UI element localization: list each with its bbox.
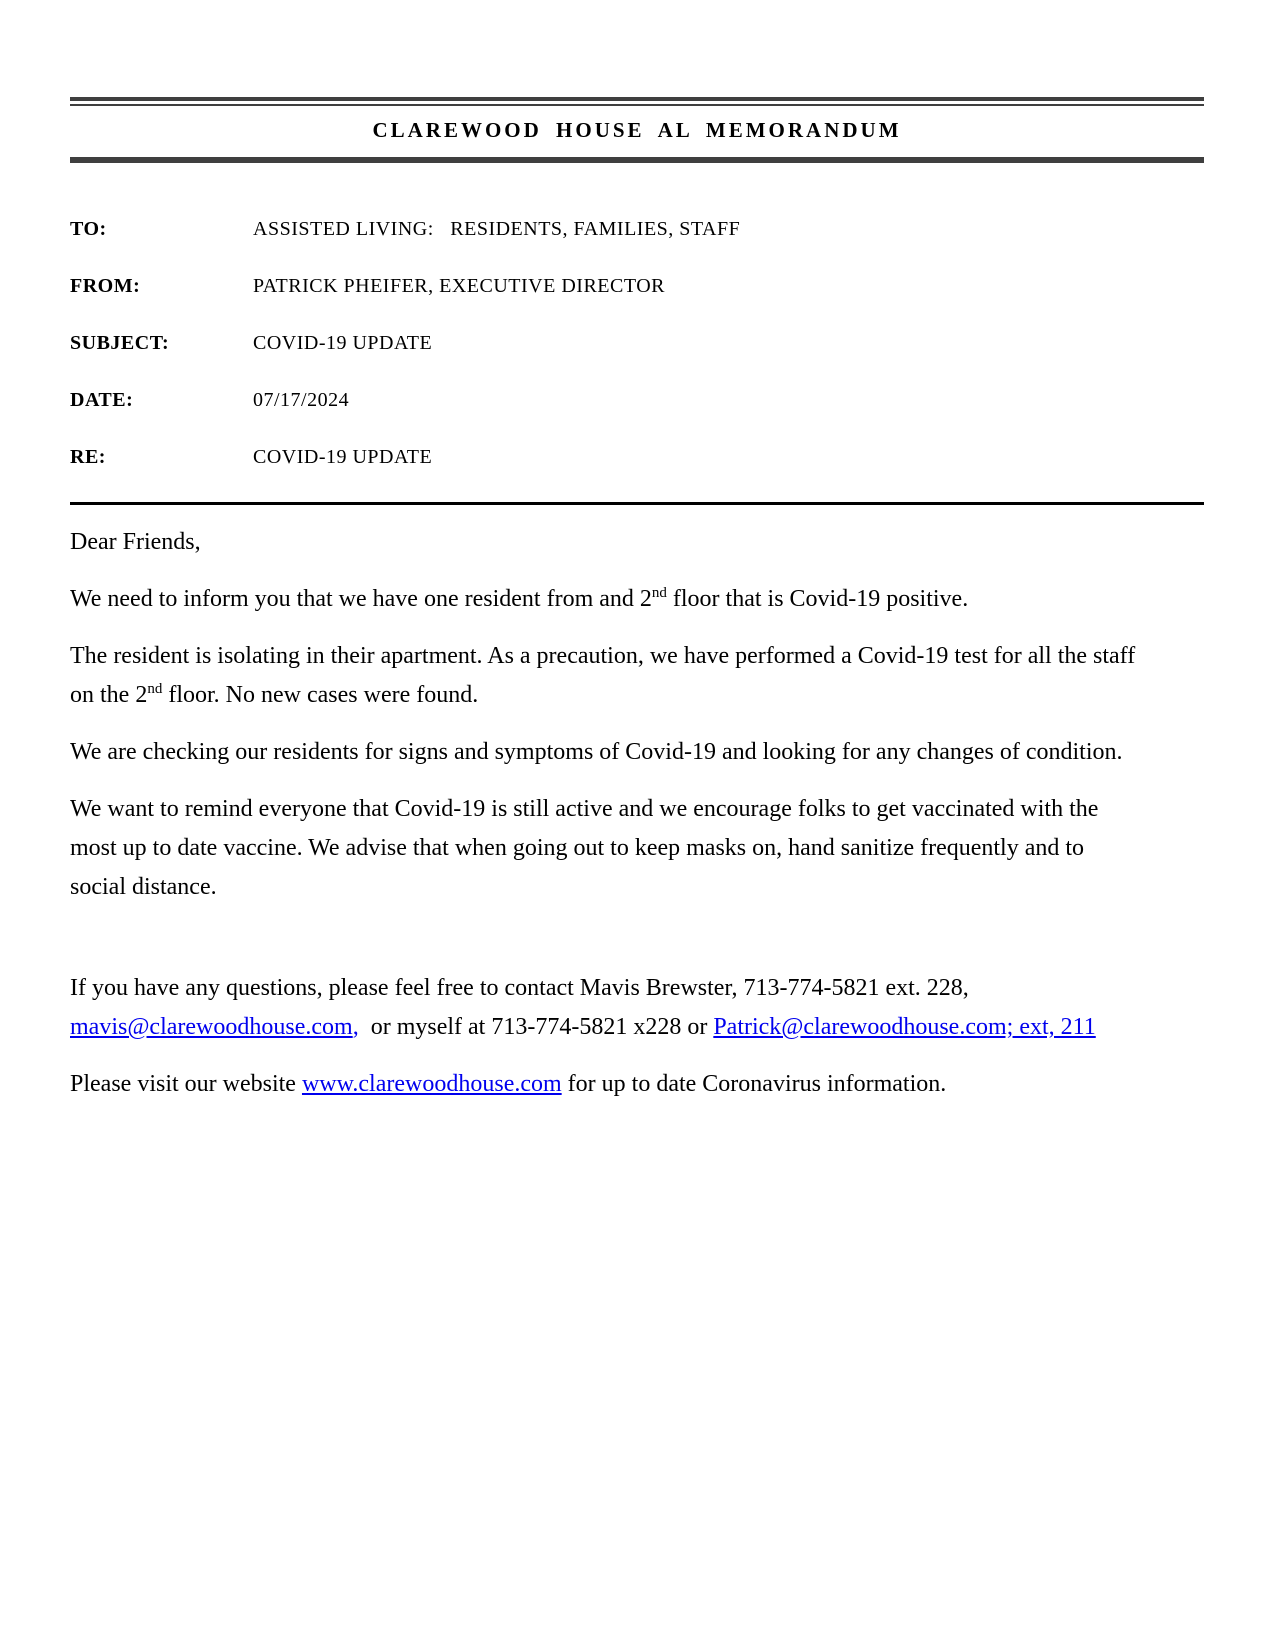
field-value: COVID-19 UPDATE	[253, 446, 433, 468]
paragraph-isolating	[70, 637, 1145, 715]
paragraph-text: We need to inform you that we have one resident from and 2	[70, 586, 652, 612]
field-row-date	[70, 388, 1204, 413]
paragraph-reminder: We want to remind everyone that Covid-19 is still active and we encourage folks to get vaccinated with the most up to date vaccine. We advise that when going out to keep masks on, hand sanitize frequently and to social distance.	[70, 796, 1105, 900]
header-top-double-rule	[70, 97, 1204, 106]
ordinal-superscript: nd	[147, 681, 163, 697]
paragraph-text: Please visit our website	[70, 1071, 302, 1097]
paragraph-contact	[70, 969, 1145, 1047]
link-suffix-comma: ,	[352, 1014, 359, 1040]
ordinal-superscript: nd	[651, 585, 667, 601]
field-row-to	[70, 217, 1204, 242]
field-row-re	[70, 445, 1204, 470]
patrick-email-link[interactable]: Patrick@clarewoodhouse.com; ext, 211	[713, 1014, 1096, 1040]
header-bottom-rule	[70, 157, 1204, 163]
memo-title: CLAREWOOD HOUSE AL MEMORANDUM	[372, 118, 902, 142]
website-link[interactable]: www.clarewoodhouse.com	[301, 1071, 562, 1097]
field-value: PATRICK PHEIFER, EXECUTIVE DIRECTOR	[253, 275, 665, 297]
field-row-subject	[70, 331, 1204, 356]
field-label: FROM:	[70, 275, 141, 297]
paragraph-text: If you have any questions, please feel free to contact Mavis Brewster, 713-774-5821 ext. 228,	[70, 975, 975, 1001]
field-value: COVID-19 UPDATE	[253, 332, 433, 354]
paragraph-text: for up to date Coronavirus information.	[561, 1071, 947, 1097]
paragraph-website	[70, 1065, 1145, 1104]
top-margin	[70, 0, 1204, 97]
memo-fields	[70, 217, 1204, 470]
field-label: RE:	[70, 446, 106, 468]
paragraph-positive-case	[70, 580, 1145, 619]
paragraph-text: floor. No new cases were found.	[162, 682, 479, 708]
field-label: TO:	[70, 218, 107, 240]
field-label: SUBJECT:	[70, 332, 170, 354]
salutation: Dear Friends,	[70, 529, 201, 555]
field-row-from	[70, 274, 1204, 299]
mavis-email-link[interactable]: mavis@clarewoodhouse.com	[70, 1014, 353, 1040]
fields-separator-rule	[70, 502, 1204, 505]
field-label: DATE:	[70, 389, 134, 411]
paragraph-checking-residents: We are checking our residents for signs and symptoms of Covid-19 and looking for any changes of condition.	[70, 739, 1123, 765]
paragraph-text: floor that is Covid-19 positive.	[666, 586, 969, 612]
paragraph-text: or myself at 713-774-5821 x228 or	[358, 1014, 714, 1040]
paragraph-text: The resident is isolating in their apartment. As a precaution, we have performed a Covid-19 test for all the staff on the 2	[70, 643, 1142, 708]
letter-body	[70, 523, 1145, 1104]
field-value: 07/17/2024	[253, 389, 350, 411]
memo-content	[70, 0, 1204, 1104]
field-value: ASSISTED LIVING: RESIDENTS, FAMILIES, STAFF	[253, 218, 741, 240]
